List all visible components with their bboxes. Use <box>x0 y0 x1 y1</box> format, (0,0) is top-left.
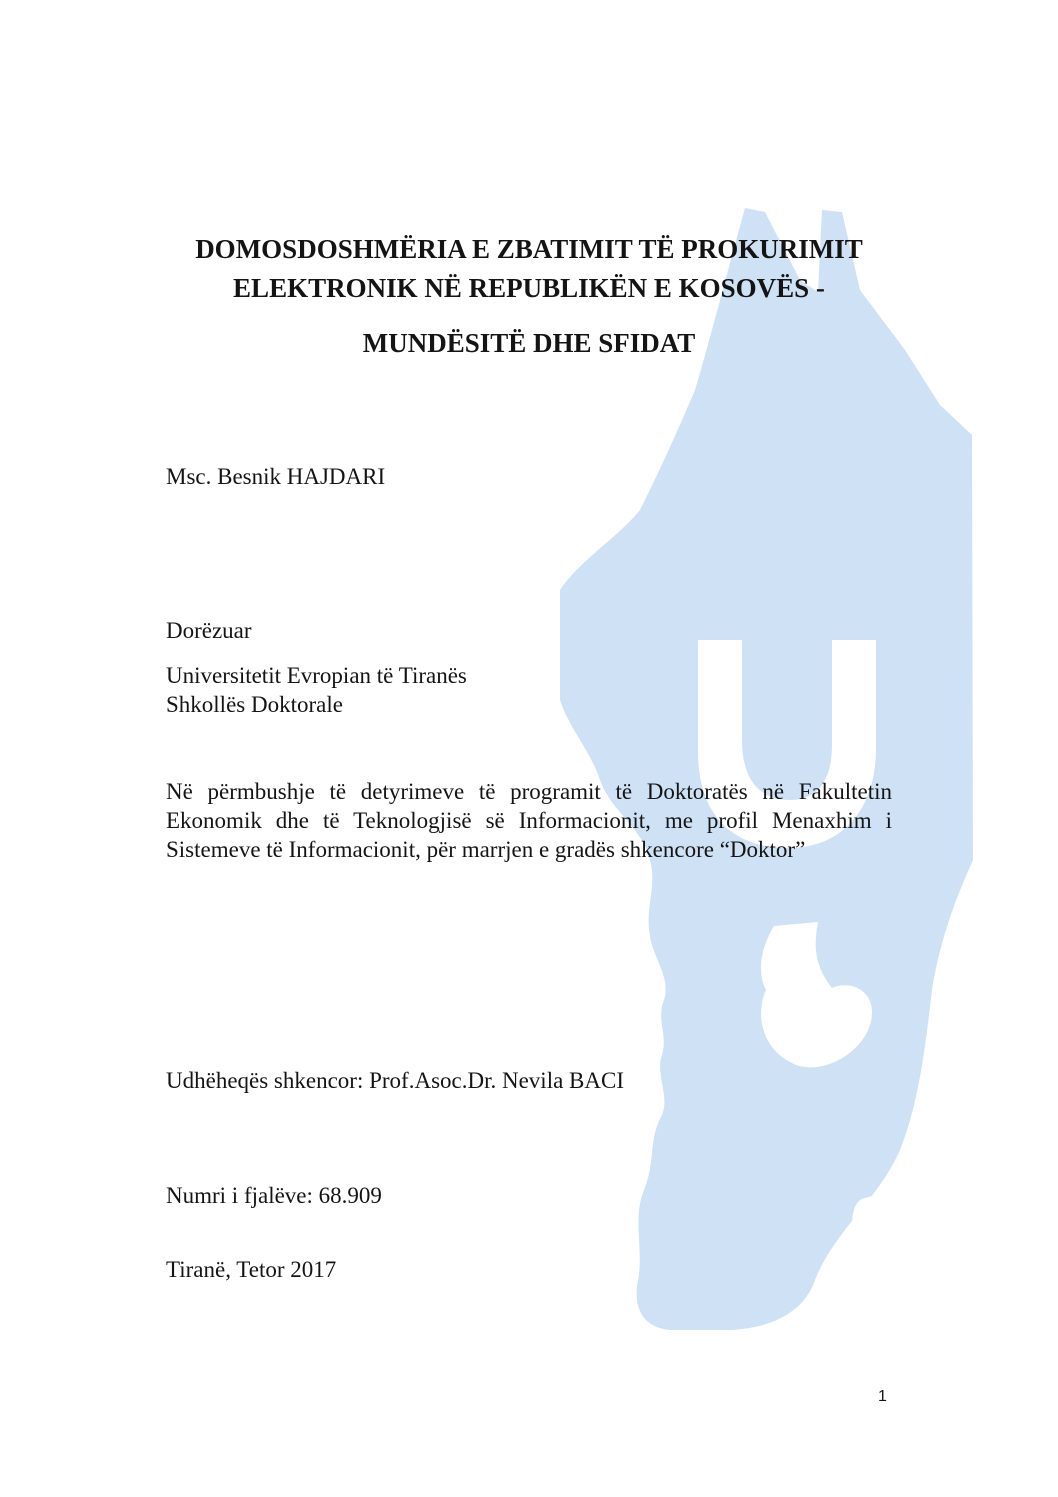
word-count: Numri i fjalëve: 68.909 <box>166 1183 382 1208</box>
author-name: Msc. Besnik HAJDARI <box>166 464 386 489</box>
page-number: 1 <box>878 1388 887 1405</box>
title-line-2: ELEKTRONIK NË REPUBLIKËN E KOSOVËS - <box>233 273 825 303</box>
place-date: Tiranë, Tetor 2017 <box>166 1257 337 1282</box>
university-logo-watermark <box>560 200 975 1340</box>
university-name: Universitetit Evropian të Tiranës <box>166 663 467 688</box>
supervisor: Udhëheqës shkencor: Prof.Asoc.Dr. Nevila BACI <box>166 1068 624 1093</box>
school-name: Shkollës Doktorale <box>166 692 343 717</box>
title-line-3: MUNDËSITË DHE SFIDAT <box>362 328 696 358</box>
document-title <box>150 230 908 308</box>
submitted-label: Dorëzuar <box>166 618 252 643</box>
title-line-1: DOMOSDOSHMËRIA E ZBATIMIT TË PROKURIMIT <box>195 234 863 264</box>
purpose-paragraph: Në përmbushje të detyrimeve të programit të Doktoratës në Fakultetin Ekonomik dhe të Teknologjisë së Informacionit, me profil Menaxhim i Sistemeve të Informacionit, për marrjen e gradës shkencore “Doktor” <box>166 779 892 862</box>
